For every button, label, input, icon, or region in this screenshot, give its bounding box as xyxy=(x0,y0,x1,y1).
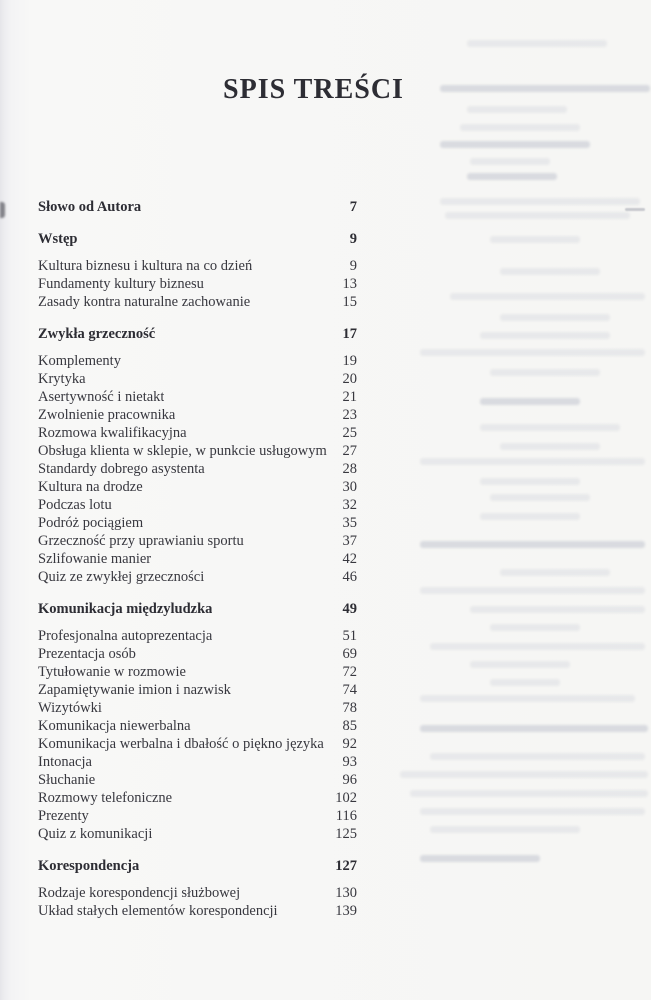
toc-entry-label: Obsługa klienta w sklepie, w punkcie usługowym xyxy=(38,443,327,459)
toc-entry-page-number: 7 xyxy=(349,199,357,215)
toc-entry-label: Słuchanie xyxy=(38,772,96,788)
bleed-through-line xyxy=(480,513,580,520)
toc-entry-page-number: 125 xyxy=(335,826,357,842)
bleed-through-line xyxy=(450,293,645,300)
toc-row xyxy=(38,198,357,216)
toc-entry-page-number: 49 xyxy=(342,601,357,617)
toc-entry-page-number: 139 xyxy=(335,903,357,919)
bleed-through-line xyxy=(467,106,567,113)
toc-row xyxy=(38,496,357,514)
toc-row xyxy=(38,460,357,478)
toc-entry-page-number: 27 xyxy=(342,443,357,459)
toc-entry-label: Podczas lotu xyxy=(38,497,112,513)
bleed-through-line xyxy=(430,753,645,760)
bleed-through-line xyxy=(430,826,580,833)
toc-row xyxy=(38,275,357,293)
toc-row xyxy=(38,735,357,753)
bleed-through-line xyxy=(490,679,560,686)
toc-entry-label: Rozmowy telefoniczne xyxy=(38,790,173,806)
bleed-through-line xyxy=(500,314,610,321)
bleed-through-line xyxy=(440,198,640,205)
toc-entry-label: Komplementy xyxy=(38,353,121,369)
toc-row xyxy=(38,627,357,645)
toc-entry-label: Prezentacja osób xyxy=(38,646,136,662)
toc-entry-label: Prezenty xyxy=(38,808,89,824)
toc-entry-page-number: 42 xyxy=(342,551,357,567)
toc-entry-label: Kultura na drodze xyxy=(38,479,143,495)
bleed-through-line xyxy=(500,443,600,450)
toc-row xyxy=(38,230,357,248)
toc-row xyxy=(38,478,357,496)
toc-row xyxy=(38,807,357,825)
toc-entry-page-number: 15 xyxy=(342,294,357,310)
toc-entry-page-number: 51 xyxy=(342,628,357,644)
toc-entry-label: Zasady kontra naturalne zachowanie xyxy=(38,294,251,310)
toc-entry-label: Słowo od Autora xyxy=(38,199,142,215)
toc-entry-page-number: 85 xyxy=(342,718,357,734)
toc-entry-page-number: 13 xyxy=(342,276,357,292)
toc-row xyxy=(38,699,357,717)
toc-entry-label: Fundamenty kultury biznesu xyxy=(38,276,204,292)
toc-entry-page-number: 19 xyxy=(342,353,357,369)
toc-entry-page-number: 28 xyxy=(342,461,357,477)
bleed-through-line xyxy=(490,369,600,376)
toc-row xyxy=(38,514,357,532)
toc-row xyxy=(38,406,357,424)
table-of-contents xyxy=(38,184,357,920)
bleed-through-line xyxy=(420,541,645,548)
toc-entry-label: Podróż pociągiem xyxy=(38,515,144,531)
toc-row xyxy=(38,388,357,406)
toc-row xyxy=(38,352,357,370)
toc-entry-page-number: 46 xyxy=(342,569,357,585)
bleed-through-line xyxy=(467,173,557,180)
toc-row xyxy=(38,550,357,568)
toc-entry-page-number: 25 xyxy=(342,425,357,441)
bleed-through-line xyxy=(420,808,645,815)
bleed-through-line xyxy=(470,661,570,668)
toc-entry-page-number: 23 xyxy=(342,407,357,423)
toc-entry-page-number: 78 xyxy=(342,700,357,716)
bleed-through-line xyxy=(500,569,610,576)
toc-entry-label: Tytułowanie w rozmowie xyxy=(38,664,186,680)
bleed-through-line xyxy=(420,349,645,356)
toc-entry-page-number: 130 xyxy=(335,885,357,901)
toc-row xyxy=(38,645,357,663)
bleed-through-line xyxy=(420,458,645,465)
toc-row xyxy=(38,771,357,789)
bleed-through-line xyxy=(470,606,645,613)
bleed-through-line xyxy=(430,643,645,650)
toc-entry-page-number: 102 xyxy=(335,790,357,806)
toc-entry-page-number: 9 xyxy=(349,231,357,247)
toc-entry-label: Komunikacja międzyludzka xyxy=(38,601,213,617)
toc-entry-label: Korespondencja xyxy=(38,858,140,874)
toc-row xyxy=(38,681,357,699)
toc-entry-label: Asertywność i nietakt xyxy=(38,389,165,405)
toc-entry-label: Rodzaje korespondencji służbowej xyxy=(38,885,241,901)
toc-entry-page-number: 9 xyxy=(349,258,357,274)
toc-entry-label: Rozmowa kwalifikacyjna xyxy=(38,425,187,441)
toc-entry-label: Wizytówki xyxy=(38,700,102,716)
toc-entry-label: Kultura biznesu i kultura na co dzień xyxy=(38,258,253,274)
toc-entry-label: Komunikacja niewerbalna xyxy=(38,718,191,734)
toc-entry-label: Quiz z komunikacji xyxy=(38,826,153,842)
bleed-through-line xyxy=(490,236,580,243)
scan-edge-smudge xyxy=(0,202,5,218)
bleed-through-line xyxy=(420,855,540,862)
bleed-through-line xyxy=(445,212,630,219)
toc-entry-page-number: 116 xyxy=(335,808,357,824)
bleed-through-line xyxy=(470,158,550,165)
toc-entry-label: Grzeczność przy uprawianiu sportu xyxy=(38,533,244,549)
toc-row xyxy=(38,424,357,442)
toc-entry-label: Komunikacja werbalna i dbałość o piękno języka xyxy=(38,736,324,752)
toc-row xyxy=(38,532,357,550)
page-title: SPIS TREŚCI xyxy=(223,74,404,105)
bleed-through-line xyxy=(480,424,620,431)
toc-row xyxy=(38,884,357,902)
toc-row xyxy=(38,825,357,843)
bleed-through-line xyxy=(420,725,648,732)
bleed-through-line xyxy=(480,478,580,485)
toc-entry-page-number: 72 xyxy=(342,664,357,680)
toc-row xyxy=(38,293,357,311)
bleed-through-line xyxy=(480,332,610,339)
toc-entry-page-number: 93 xyxy=(342,754,357,770)
toc-entry-page-number: 127 xyxy=(335,858,357,874)
toc-row xyxy=(38,568,357,586)
bleed-through-line xyxy=(467,40,607,47)
toc-entry-page-number: 35 xyxy=(342,515,357,531)
toc-entry-page-number: 92 xyxy=(342,736,357,752)
toc-entry-label: Wstęp xyxy=(38,231,78,247)
toc-entry-page-number: 69 xyxy=(342,646,357,662)
toc-entry-page-number: 21 xyxy=(342,389,357,405)
toc-entry-label: Układ stałych elementów korespondencji xyxy=(38,903,278,919)
bleed-through-line xyxy=(420,587,645,594)
toc-entry-label: Standardy dobrego asystenta xyxy=(38,461,205,477)
toc-entry-page-number: 37 xyxy=(342,533,357,549)
toc-row xyxy=(38,902,357,920)
toc-entry-page-number: 30 xyxy=(342,479,357,495)
toc-row xyxy=(38,257,357,275)
toc-entry-label: Zwolnienie pracownika xyxy=(38,407,176,423)
toc-row xyxy=(38,600,357,618)
toc-entry-label: Zapamiętywanie imion i nazwisk xyxy=(38,682,231,698)
bleed-through-line xyxy=(490,624,580,631)
toc-entry-label: Krytyka xyxy=(38,371,86,387)
toc-row xyxy=(38,789,357,807)
toc-entry-label: Zwykła grzeczność xyxy=(38,326,156,342)
toc-row xyxy=(38,370,357,388)
bleed-through-line xyxy=(440,85,650,92)
toc-entry-label: Quiz ze zwykłej grzeczności xyxy=(38,569,205,585)
bleed-through-line xyxy=(490,494,590,501)
toc-row xyxy=(38,325,357,343)
toc-entry-label: Intonacja xyxy=(38,754,92,770)
toc-row xyxy=(38,857,357,875)
toc-row xyxy=(38,753,357,771)
bleed-through-line xyxy=(500,268,600,275)
bleed-through-line xyxy=(480,398,580,405)
bleed-through-line xyxy=(460,124,580,131)
toc-entry-page-number: 17 xyxy=(342,326,357,342)
bleed-through-line xyxy=(440,141,590,148)
toc-entry-page-number: 20 xyxy=(342,371,357,387)
scan-edge-dash xyxy=(625,208,645,211)
bleed-through-line xyxy=(420,695,635,702)
toc-entry-label: Profesjonalna autoprezentacja xyxy=(38,628,213,644)
toc-row xyxy=(38,663,357,681)
toc-entry-page-number: 96 xyxy=(342,772,357,788)
toc-row xyxy=(38,717,357,735)
toc-row xyxy=(38,442,357,460)
bleed-through-line xyxy=(410,790,648,797)
bleed-through-line xyxy=(400,771,648,778)
toc-entry-page-number: 32 xyxy=(342,497,357,513)
toc-entry-label: Szlifowanie manier xyxy=(38,551,152,567)
toc-entry-page-number: 74 xyxy=(342,682,357,698)
